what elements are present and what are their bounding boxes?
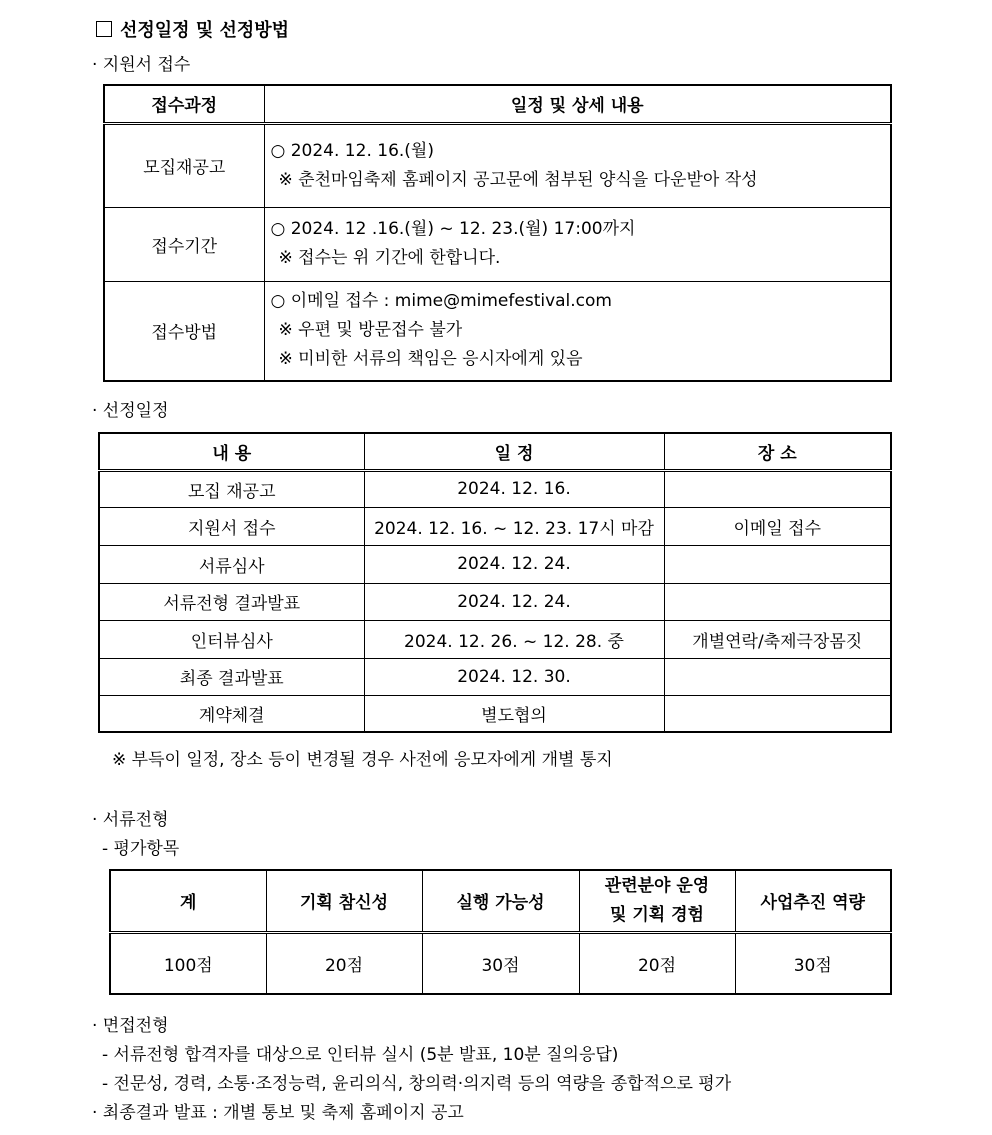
row-label: 접수기간 [104, 207, 264, 281]
subheading-schedule: · 선정일정 [92, 401, 169, 421]
table-row [99, 620, 891, 658]
cell-item: 계약체결 [99, 695, 364, 732]
schedule-table [98, 432, 892, 733]
header-line: 관련분야 운영 [604, 875, 710, 896]
detail-line: ○ 2024. 12 .16.(월) ~ 12. 23.(월) 17:00까지 [270, 219, 636, 239]
table-row [104, 207, 891, 281]
header-line: 및 기획 경험 [610, 904, 704, 925]
cell-date: 2024. 12. 24. [364, 545, 664, 583]
cell-place [664, 695, 891, 732]
detail-line: ○ 이메일 접수 : mime@mimefestival.com [270, 291, 612, 312]
cell-date: 2024. 12. 30. [364, 658, 664, 695]
subheading-interview: · 면접전형 [92, 1016, 169, 1036]
row-label: 모집재공고 [104, 123, 264, 207]
cell-place: 이메일 접수 [664, 507, 891, 545]
table-header: 일정 및 상세 내용 [264, 85, 891, 123]
cell-item: 서류전형 결과발표 [99, 583, 364, 620]
cell-place [664, 470, 891, 507]
subheading-evaluation-items: - 평가항목 [102, 839, 180, 859]
cell-item: 최종 결과발표 [99, 658, 364, 695]
table-row [99, 507, 891, 545]
table-row [99, 583, 891, 620]
table-header: 사업추진 역량 [735, 870, 891, 932]
table-row [99, 695, 891, 732]
score-cell: 20점 [266, 932, 422, 994]
cell-item: 서류심사 [99, 545, 364, 583]
table-row [99, 545, 891, 583]
table-header [579, 870, 735, 932]
cell-place [664, 658, 891, 695]
score-cell: 20점 [579, 932, 735, 994]
table-row [110, 932, 891, 994]
table-row [99, 470, 891, 507]
section-title: 선정일정 및 선정방법 [96, 16, 289, 42]
table-header: 내 용 [99, 433, 364, 470]
detail-line: ※ 미비한 서류의 책임은 응시자에게 있음 [278, 349, 583, 370]
table-row [104, 281, 891, 381]
cell-place [664, 545, 891, 583]
table-header: 일 정 [364, 433, 664, 470]
detail-line: ○ 2024. 12. 16.(월) [270, 140, 434, 161]
cell-place [664, 583, 891, 620]
score-cell: 100점 [110, 932, 266, 994]
score-cell: 30점 [422, 932, 579, 994]
table-row [99, 658, 891, 695]
cell-item: 지원서 접수 [99, 507, 364, 545]
interview-detail-2: - 전문성, 경력, 소통·조정능력, 윤리의식, 창의력·의지력 등의 역량을 종합적으로 평가 [102, 1074, 732, 1094]
cell-place: 개별연락/축제극장몸짓 [664, 620, 891, 658]
evaluation-table [109, 869, 892, 995]
subheading-document-screening: · 서류전형 [92, 810, 169, 830]
detail-line: ※ 우편 및 방문접수 불가 [278, 320, 463, 341]
final-result-announcement: · 최종결과 발표 : 개별 통보 및 축제 홈페이지 공고 [92, 1103, 464, 1123]
detail-line: ※ 춘천마임축제 홈페이지 공고문에 첨부된 양식을 다운받아 작성 [278, 169, 758, 190]
cell-date: 2024. 12. 16. ~ 12. 23. 17시 마감 [364, 507, 664, 545]
score-cell: 30점 [735, 932, 891, 994]
table-row [104, 123, 891, 207]
detail-line: ※ 접수는 위 기간에 한합니다. [278, 248, 501, 268]
table-header: 기획 참신성 [266, 870, 422, 932]
table-header: 계 [110, 870, 266, 932]
cell-date: 2024. 12. 26. ~ 12. 28. 중 [364, 620, 664, 658]
table-header: 접수과정 [104, 85, 264, 123]
application-table [103, 84, 892, 382]
cell-date: 2024. 12. 24. [364, 583, 664, 620]
row-label: 접수방법 [104, 281, 264, 381]
schedule-note: ※ 부득이 일정, 장소 등이 변경될 경우 사전에 응모자에게 개별 통지 [112, 750, 613, 770]
table-header: 장 소 [664, 433, 891, 470]
cell-item: 인터뷰심사 [99, 620, 364, 658]
interview-detail-1: - 서류전형 합격자를 대상으로 인터뷰 실시 (5분 발표, 10분 질의응답) [102, 1045, 619, 1065]
table-header: 실행 가능성 [422, 870, 579, 932]
cell-item: 모집 재공고 [99, 470, 364, 507]
cell-date: 별도협의 [364, 695, 664, 732]
cell-date: 2024. 12. 16. [364, 470, 664, 507]
checkbox-square-icon [96, 21, 112, 37]
subheading-application: · 지원서 접수 [92, 55, 191, 75]
